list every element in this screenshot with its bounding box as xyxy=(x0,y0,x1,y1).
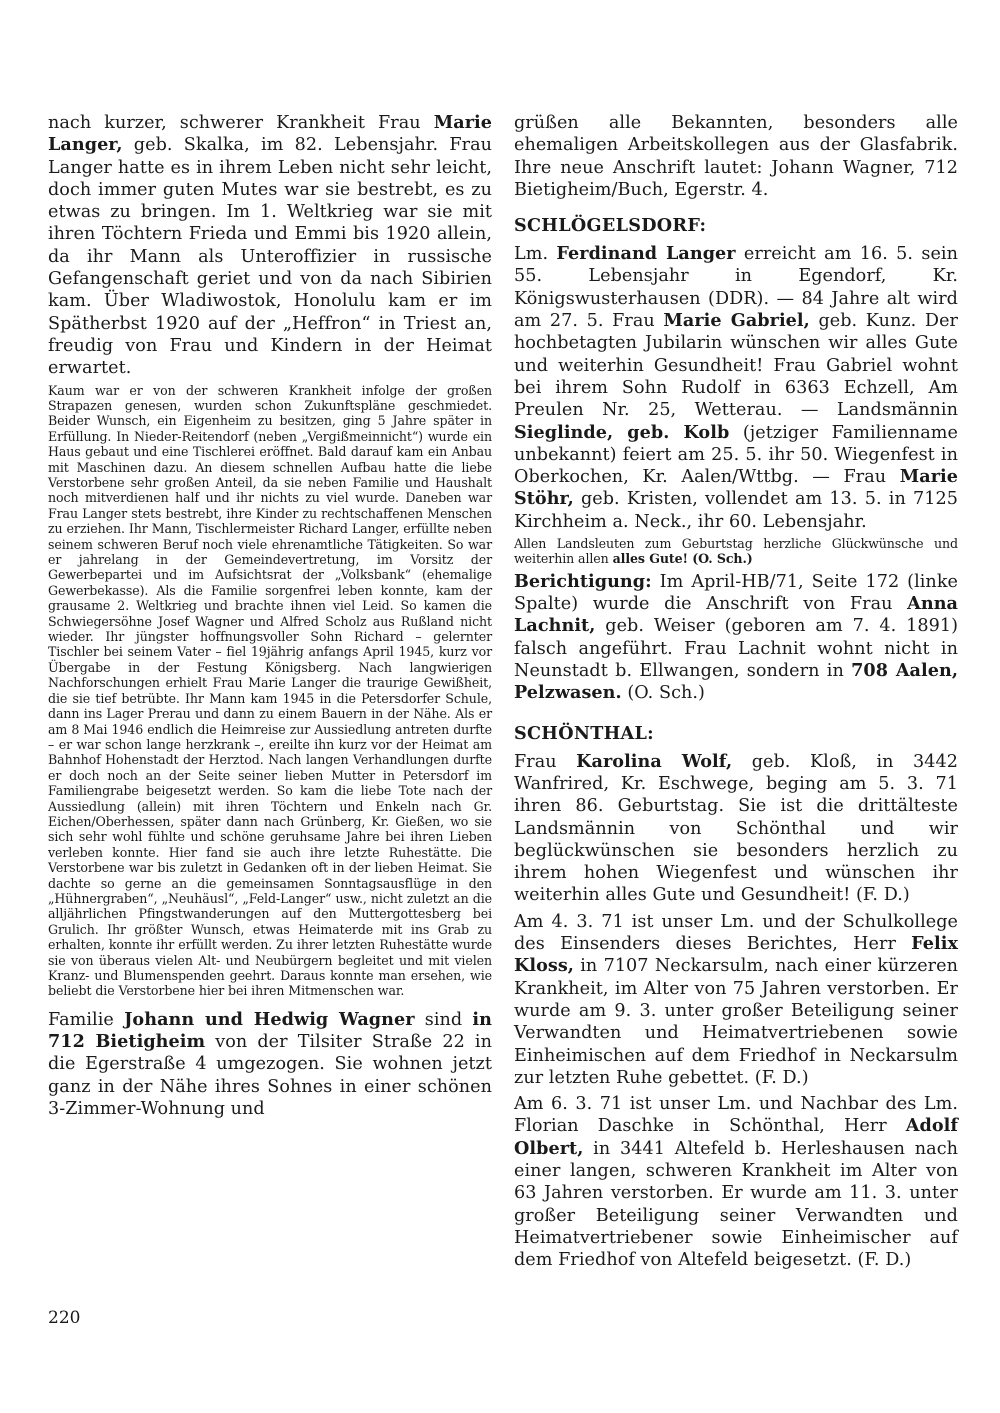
relocation-paragraph: Familie Johann und Hedwig Wagner sind in 712 Bietigheim von der Tilsiter Straße 22 in die Egerstraße 4 umgezogen. Sie wohnen jetzt ganz in der Nähe ihres Sohnes in einer schönen 3-Zimmer-Wohnung und xyxy=(48,1008,492,1119)
greeting-smallprint: Allen Landsleuten zum Geburtstag herzliche Glückwünsche und weiterhin allen alles Gute! (O. Sch.) xyxy=(514,536,958,567)
obituary-kloss-paragraph: Am 4. 3. 71 ist unser Lm. und der Schulkollege des Einsenders dieses Berichtes, Herr Felix Kloss, in 7107 Neckarsulm, nach einer kürzeren Krankheit, im Alter von 75 Jahren verstorben. Er wurde am 9. 3. unter großer Beteiligung seiner Verwandten und Heimatvertriebenen sowie Einheimischen auf dem Friedhof in Neckarsulm zur letzten Ruhe gebettet. (F. D.) xyxy=(514,911,958,1088)
left-column xyxy=(48,112,492,1120)
birthday-wolf-paragraph: Frau Karolina Wolf, geb. Kloß, in 3442 Wanfrired, Kr. Eschwege, beging am 5. 3. 71 ihren 86. Geburtstag. Sie ist die drittälteste Landsmännin von Schönthal und wir beglückwünschen sie besonders herzlich zu ihrem hohen Wiegenfest und wünschen ihr weiterhin alles Gute und Gesundheit! (F. D.) xyxy=(514,750,958,906)
family-names: Johann und Hedwig Wagner xyxy=(124,1008,415,1030)
correction-label: Berichtigung: xyxy=(514,570,652,592)
obituary-intro-paragraph: nach kurzer, schwerer Krankheit Frau Marie Langer, geb. Skalka, im 82. Lebensjahr. Frau Langer hatte es in ihrem Leben nicht sehr leicht, doch immer guten Mutes war sie bestrebt, es zu etwas zu bringen. Im 1. Weltkrieg war sie mit ihren Töchtern Frieda und Emmi bis 1920 allein, da ihr Mann als Unteroffizier in russische Gefangenschaft geriet und von da nach Sibirien kam. Über Wladiwostok, Honolulu kam er im Spätherbst 1920 auf der „Heffron“ in Triest an, freudig von Frau und Kindern in der Heimat erwartet. xyxy=(48,112,492,379)
right-column xyxy=(514,112,958,1271)
correction-paragraph: Berichtigung: Im April-HB/71, Seite 172 (linke Spalte) wurde die Anschrift von Frau Anna Lachnit, geb. Weiser (geboren am 7. 4. 1891) falsch angeführt. Frau Lachnit wohnt nicht in Neunstadt b. Ellwangen, sondern in 708 Aalen, Pelzwasen. (O. Sch.) xyxy=(514,570,958,704)
birthdays-paragraph: Lm. Ferdinand Langer erreicht am 16. 5. sein 55. Lebensjahr in Egendorf, Kr. Königswusterhausen (DDR). — 84 Jahre alt wird am 27. 5. Frau Marie Gabriel, geb. Kunz. Der hochbetagten Jubilarin wünschen wir alles Gute und weiterhin Gesundheit! Frau Gabriel wohnt bei ihrem Sohn Rudolf in 6363 Echzell, Am Preulen Nr. 25, Wetterau. — Landsmännin Sieglinde, geb. Kolb (jetziger Familienname unbekannt) feiert am 25. 5. ihr 50. Wiegenfest in Oberkochen, Kr. Aalen/Wttbg. — Frau Marie Stöhr, geb. Kristen, vollendet am 13. 5. in 7125 Kirchheim a. Neck., ihr 60. Lebensjahr. xyxy=(514,243,958,532)
deceased-name: Marie Langer, xyxy=(48,112,492,156)
section-heading-schloegelsdorf: SCHLÖGELSDORF: xyxy=(514,215,707,237)
relocation-continued-paragraph: grüßen alle Bekannten, besonders alle ehemaligen Arbeitskollegen aus der Glasfabrik. Ihre neue Anschrift lautet: Johann Wagner, 712 Bietigheim/Buch, Egerstr. 4. xyxy=(514,113,958,200)
obituary-olbert-paragraph: Am 6. 3. 71 ist unser Lm. und Nachbar des Lm. Florian Daschke in Schönthal, Herr Adolf Olbert, in 3441 Altefeld b. Herleshausen nach einer langen, schweren Krankheit im Alter von 63 Jahren verstorben. Er wurde am 11. 3. unter großer Beteiligung seiner Verwandten und Heimatvertriebener sowie Einheimischer auf dem Friedhof von Altefeld beigesetzt. (F. D.) xyxy=(514,1094,958,1271)
section-heading-schoenthal: SCHÖNTHAL: xyxy=(514,722,654,744)
obituary-smallprint-paragraph: Kaum war er von der schweren Krankheit infolge der großen Strapazen genesen, wurden schon Zukunftspläne geschmiedet. Beider Wunsch, ein Eigenheim zu besitzen, ging 5 Jahre später in Erfüllung. In Nieder-Reitendorf (neben „Vergißmeinnicht“) wurde ein Haus gebaut und eine Tischlerei eröffnet. Bald darauf kam ein Anbau mit Maschinen dazu. An diesem schnellen Aufbau hatte die liebe Verstorbene sehr großen Anteil, da sie neben Familie und Haushalt noch mitverdienen half und ihr nichts zu viel wurde. Daneben war Frau Langer stets bestrebt, ihre Kinder zu rechtschaffenen Menschen zu erziehen. Ihr Mann, Tischlermeister Richard Langer, erfüllte neben seinem schweren Beruf noch viele ehrenamtliche Tätigkeiten. So war er jahrelang in der Gemeindevertretung, im Vorsitz der Gewerbepartei und im Aufsichtsrat der „Volksbank“ (ehemalige Gewerbekasse). Als die Familie sorgenfrei leben konnte, kam der grausame 2. Weltkrieg und brachte ihnen viel Leid. So kamen die Schwiegersöhne Josef Wagner und Alfred Scholz aus Rußland nicht wieder. Ihr jüngster hoffnungsvoller Sohn Richard – gelernter Tischler bei seinem Vater – fiel 19jährig anfangs April 1945, kurz vor Übergabe in der Festung Königsberg. Nach langwierigen Nachforschungen erhielt Frau Marie Langer die traurige Gewißheit, die sie tief betrübte. Ihr Mann kam 1945 in die Petersdorfer Schule, dann ins Lager Prerau und dann zu einem Bauern in der Nähe. Als er am 8 Mai 1946 endlich die Heimreise zur Aussiedlung antreten durfte – er war schon lange herzkrank –, ereilte ihn kurz vor der Heimat am Bahnhof Hohenstadt der Herztod. Nach langen Verhandlungen durfte er doch noch an der Seite seiner lieben Mutter in Petersdorf im Familiengrabe beigesetzt werden. So kam die liebe Tote nach der Aussiedlung (allein) mit ihren Töchtern und Enkeln nach Gr. Eichen/Oberhessen, später dann nach Grünberg, Kr. Gießen, wo sie sich sehr wohl fühlte und schöne geruhsame Jahre bei ihren Lieben verleben konnte. Hier fand sie auch ihre letzte Ruhestätte. Die Verstorbene war bis zuletzt in Gedanken oft in der lieben Heimat. Sie dachte so gerne an die gemeinsamen Sonntagsausflüge in den „Hühnergraben“, „Neuhäusl“, „Feld-Langer“ usw., nicht zuletzt an die alljährlichen Pfingstwanderungen auf den Muttergottesberg bei Grulich. Ihr größter Wunsch, etwas Heimaterde mit ins Grab zu erhalten, konnte ihr erfüllt werden. Zu ihrer letzten Ruhestätte wurde sie von überaus vielen Alt- und Neubürgern begleitet und mit vielen Kranz- und Blumenspenden geehrt. Daraus konnte man ersehen, wie beliebt die Verstorbene hier bei ihren Mitmenschen war. xyxy=(48,382,492,999)
relocation-place: in 712 Bietigheim xyxy=(48,1008,492,1053)
page-number: 220 xyxy=(48,1308,81,1328)
